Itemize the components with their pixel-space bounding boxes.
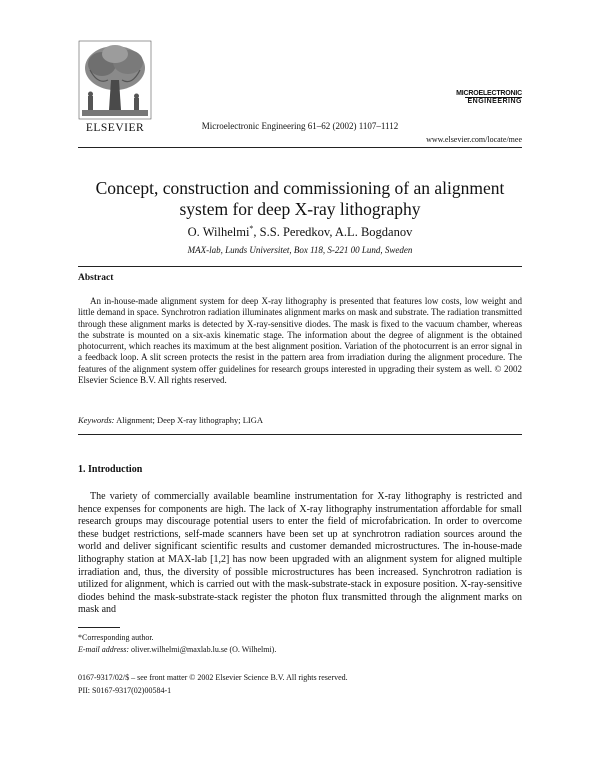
affiliation: MAX-lab, Lunds Universitet, Box 118, S-221 00 Lund, Sweden	[187, 245, 413, 255]
author-list	[0, 224, 600, 240]
corresponding-author-note: *Corresponding author.	[78, 633, 154, 642]
journal-brand-line2: ENGINEERING	[467, 98, 522, 105]
abstract-bottom-divider	[78, 434, 522, 435]
first-author: O. Wilhelmi	[187, 225, 250, 240]
footnote-divider	[78, 627, 120, 628]
email-value[interactable]: oliver.wilhelmi@maxlab.lu.se (O. Wilhelmi).	[129, 645, 277, 654]
abstract-text: An in-house-made alignment system for deep X-ray lithography is presented that features low costs, low weight and little demand in space. Synchrotron radiation illuminates alignment marks on mask and substrate. The radiation transmitted through these alignment marks is detected by X-ray-sensitive diodes. The mask is fixed to the vacuum chamber, whereas the substrate is mounted on a six-axis kinematic stage. The information about the degree of alignment is the obtained photocurrent, which reaches its maximum at the best alignment position. Variation of the photocurrent is an error signal in a feedback loop. A slit screen protects the resist in the pattern area from irradiation during the alignment procedure. The features of the alignment system offer guidelines for research groups interested in upgrading their system as well. © 2002 Elsevier Science B.V. All rights reserved.	[78, 296, 522, 386]
header-divider	[78, 147, 522, 148]
email-label: E-mail address:	[78, 645, 130, 654]
journal-brand-line1: MICROELECTRONIC	[456, 90, 522, 97]
keywords-list: Alignment; Deep X-ray lithography; LIGA	[114, 415, 263, 425]
pii-line: PII: S0167-9317(02)00584-1	[78, 686, 172, 695]
abstract-heading: Abstract	[78, 273, 114, 283]
corresponding-marker: *	[249, 224, 254, 233]
tree-logo-icon	[78, 40, 152, 132]
keywords	[78, 415, 263, 425]
email-note	[78, 645, 276, 654]
section-paragraph: The variety of commercially available beamline instrumentation for X-ray lithography is restricted and hence expenses for components are high. The lack of X-ray lithography instrumentation affordable for small research groups may discourage potential users to enter the field of microfabrication. In order to overcome these budget restrictions, self-made scanners have been set up at synchrotron radiation sources around the world and deliver significant scientific results and customer demanded microstructures. The in-house-made lithography station at MAX-lab [1,2] has now been upgraded with an alignment system for aligned multiple irradiation and, thus, the diversity of possible microstructures has been increased. Synchrotron radiation is utilized for alignment, which is carried out with the mask-substrate-stack in exposure position. X-ray-sensitive diodes behind the mask-substrate-stack register the photon flux transmitted through the alignment marks on mask and	[78, 491, 522, 616]
publisher-name: ELSEVIER	[85, 122, 145, 134]
section-heading: 1. Introduction	[78, 464, 143, 475]
journal-citation: Microelectronic Engineering 61–62 (2002) 1107–1112	[201, 121, 399, 131]
article-title: Concept, construction and commissioning of an alignment system for deep X-ray lithography	[95, 178, 505, 219]
other-authors: , S.S. Peredkov, A.L. Bogdanov	[253, 225, 413, 240]
journal-url[interactable]: www.elsevier.com/locate/mee	[426, 135, 522, 144]
abstract-top-divider	[78, 266, 522, 267]
copyright-line: 0167-9317/02/$ – see front matter © 2002 Elsevier Science B.V. All rights reserved.	[78, 673, 348, 682]
keywords-label: Keywords:	[78, 415, 115, 425]
